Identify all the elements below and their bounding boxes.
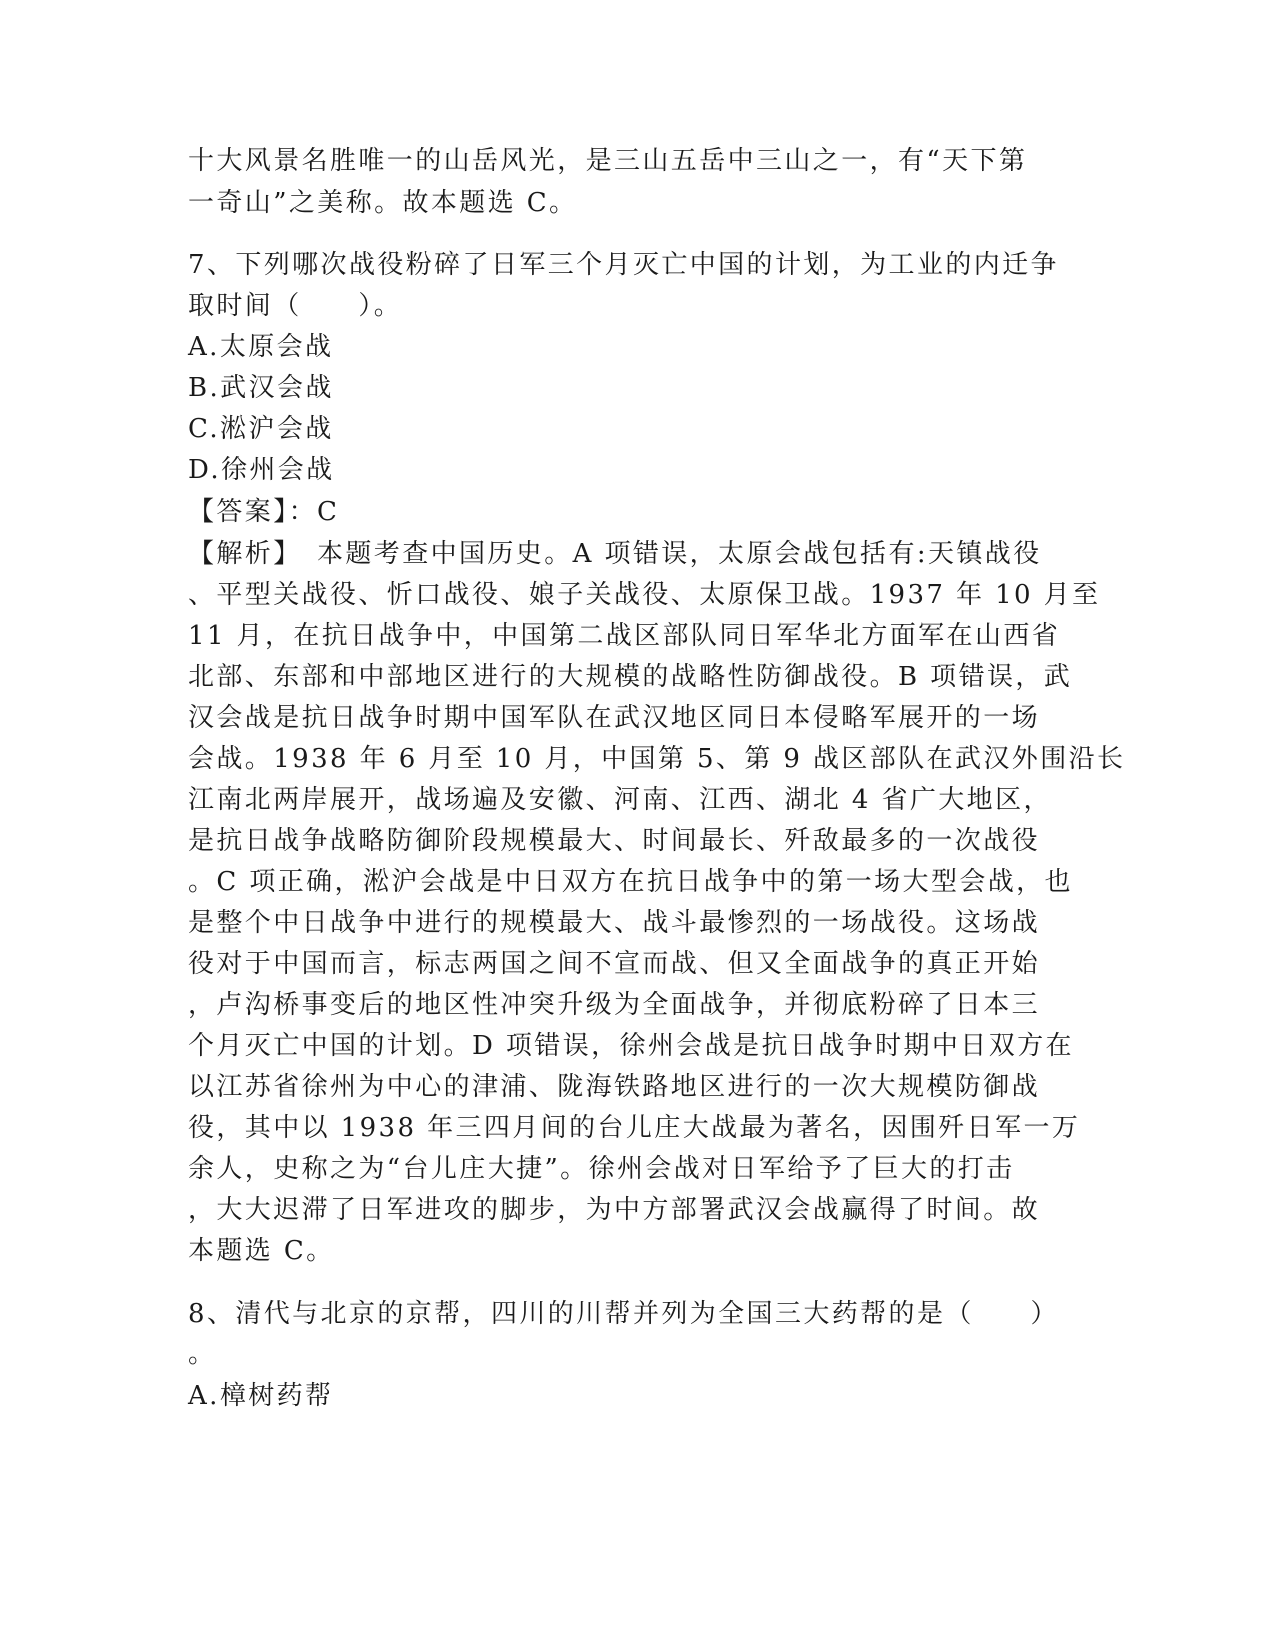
option-a: A.太原会战 [188, 332, 334, 362]
analysis-line: 本题选 C。 [188, 1236, 335, 1266]
question-7-stem: 7、下列哪次战役粉碎了日军三个月灭亡中国的计划，为工业的内迁争 [188, 250, 1059, 280]
option-d: D.徐州会战 [188, 455, 335, 485]
analysis-line: ，卢沟桥事变后的地区性冲突升级为全面战争，并彻底粉碎了日本三 [188, 990, 1041, 1020]
analysis-line: 余人，史称之为“台儿庄大捷”。徐州会战对日军给予了巨大的打击 [188, 1154, 1015, 1184]
answer-line: 【答案】：C [188, 497, 340, 527]
question-8-stem: 8、清代与北京的京帮，四川的川帮并列为全国三大药帮的是（ ） [188, 1299, 1059, 1329]
analysis-line: 役，其中以 1938 年三四月间的台儿庄大战最为著名，因围歼日军一万 [188, 1113, 1081, 1143]
analysis-line: 11 月，在抗日战争中，中国第二战区部队同日军华北方面军在山西省 [188, 621, 1061, 651]
analysis-line: 会战。1938 年 6 月至 10 月，中国第 5、第 9 战区部队在武汉外围沿长 [188, 744, 1126, 774]
analysis-line: 以江苏省徐州为中心的津浦、陇海铁路地区进行的一次大规模防御战 [188, 1072, 1041, 1102]
question-7-stem: 取时间（ ）。 [188, 291, 403, 321]
question-8-stem: 。 [188, 1339, 217, 1369]
analysis-line: 、平型关战役、忻口战役、娘子关战役、太原保卫战。1937 年 10 月至 [188, 580, 1101, 610]
option-a: A.樟树药帮 [188, 1381, 334, 1411]
analysis-line: 。C 项正确，淞沪会战是中日双方在抗日战争中的第一场大型会战，也 [188, 867, 1073, 897]
analysis-line: 北部、东部和中部地区进行的大规模的战略性防御战役。B 项错误，武 [188, 662, 1073, 692]
text-line: 十大风景名胜唯一的山岳风光，是三山五岳中三山之一，有“天下第 [188, 146, 1028, 176]
analysis-line: 个月灭亡中国的计划。D 项错误，徐州会战是抗日战争时期中日双方在 [188, 1031, 1074, 1061]
analysis-line: 江南北两岸展开，战场遍及安徽、河南、江西、湖北 4 省广大地区， [188, 785, 1052, 815]
analysis-line: 是整个中日战争中进行的规模最大、战斗最惨烈的一场战役。这场战 [188, 908, 1041, 938]
analysis-line: 役对于中国而言，标志两国之间不宣而战、但又全面战争的真正开始 [188, 949, 1041, 979]
text-line: 一奇山”之美称。故本题选 C。 [188, 188, 578, 218]
analysis-line: ，大大迟滞了日军进攻的脚步，为中方部署武汉会战赢得了时间。故 [188, 1195, 1041, 1225]
analysis-line: 汉会战是抗日战争时期中国军队在武汉地区同日本侵略军展开的一场 [188, 703, 1041, 733]
analysis-line: 【解析】 本题考查中国历史。A 项错误，太原会战包括有:天镇战役 [188, 539, 1042, 569]
option-b: B.武汉会战 [188, 373, 334, 403]
option-c: C.淞沪会战 [188, 414, 334, 444]
analysis-line: 是抗日战争战略防御阶段规模最大、时间最长、歼敌最多的一次战役 [188, 826, 1041, 856]
